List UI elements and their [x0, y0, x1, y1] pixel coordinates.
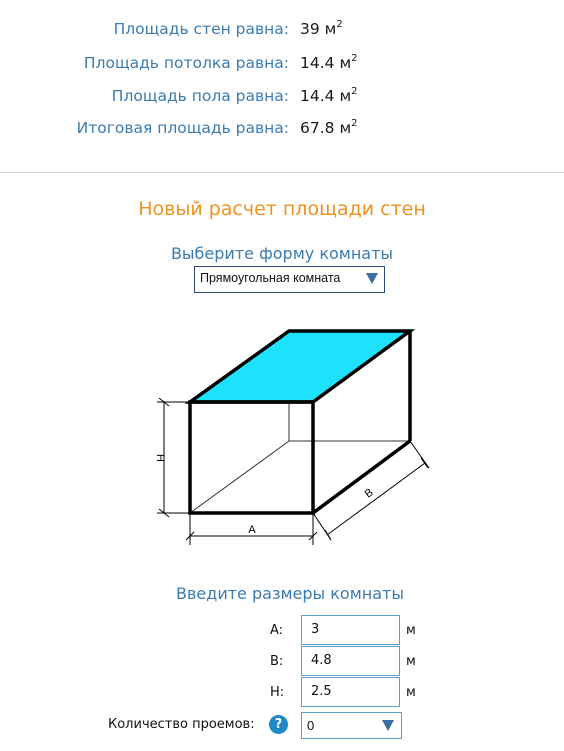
dim-b-value: 4.8 — [311, 653, 332, 668]
result-value: 39 $м^2$ — [300, 19, 343, 39]
result-ceiling — [0, 54, 564, 80]
result-value: 14.4 $м^2$ — [300, 53, 358, 73]
result-label: Итоговая площадь равна: — [76, 119, 289, 137]
result-label: Площадь потолка равна: — [83, 54, 289, 72]
openings-label: Количество проемов: — [108, 717, 255, 732]
dropdown-arrow-icon — [366, 273, 378, 284]
openings-value: 0 — [307, 718, 315, 733]
dim-h-label: H: — [270, 685, 285, 700]
section-divider — [0, 172, 564, 173]
room-shape-value: Прямоугольная комната — [200, 271, 341, 285]
label-b: B — [362, 486, 376, 501]
dim-a-input[interactable] — [301, 615, 400, 645]
dim-b-input[interactable] — [301, 646, 400, 676]
dropdown-arrow-icon — [382, 720, 394, 731]
result-floor — [0, 87, 564, 113]
shape-label: Выберите форму комнаты — [170, 244, 394, 263]
result-value: 14.4 $м^2$ — [300, 86, 358, 106]
result-label: Площадь стен равна: — [113, 20, 289, 38]
dim-h-unit: м — [406, 685, 416, 700]
dim-h-value: 2.5 — [311, 684, 332, 699]
label-a: A — [248, 524, 256, 536]
dim-h-input[interactable] — [301, 677, 400, 707]
result-total — [0, 119, 564, 145]
help-icon[interactable]: ? — [269, 715, 288, 734]
room-diagram — [0, 300, 564, 560]
openings-select[interactable] — [301, 712, 402, 739]
result-label: Площадь пола равна: — [111, 87, 289, 105]
dim-b-label: B: — [270, 654, 284, 669]
dimensions-title: Введите размеры комнаты — [176, 584, 404, 603]
label-h: H — [154, 454, 166, 462]
room-shape-select[interactable] — [194, 266, 385, 293]
result-value: 67.8 $м^2$ — [300, 118, 358, 138]
result-walls — [0, 20, 564, 46]
dim-a-value: 3 — [311, 622, 320, 637]
front-wall — [190, 402, 313, 513]
new-calc-title: Новый расчет площади стен — [138, 198, 426, 220]
dim-a-label: A: — [270, 623, 284, 638]
dim-a-unit: м — [406, 623, 416, 638]
dim-b-unit: м — [406, 654, 416, 669]
ceiling-face — [190, 331, 410, 402]
